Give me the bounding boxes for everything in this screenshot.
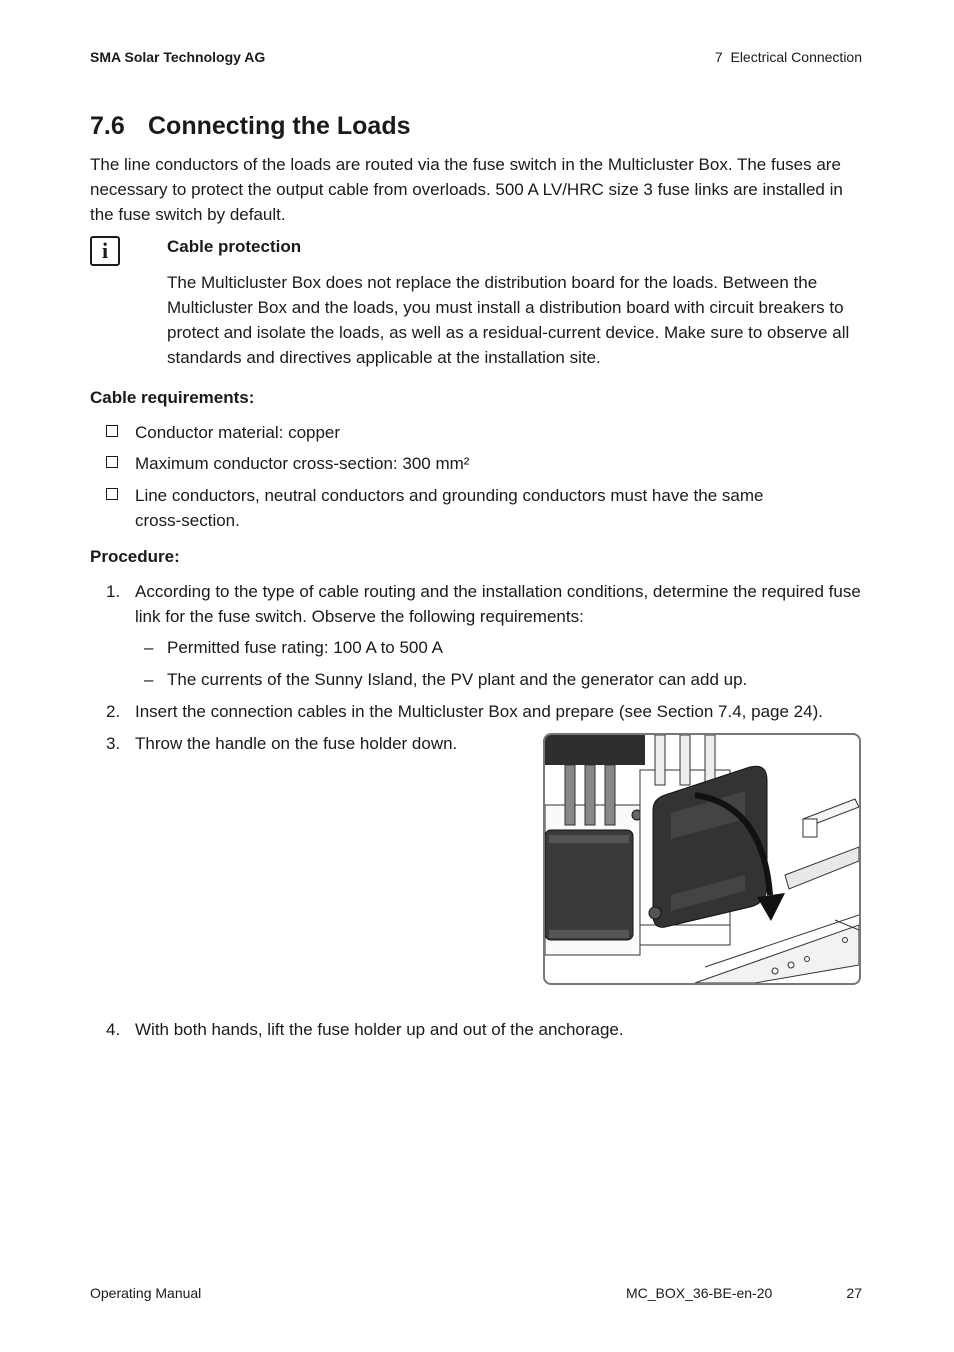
step-number: 3.: [106, 734, 121, 753]
procedure-sub-item: [144, 635, 443, 660]
step-text: Throw the handle on the fuse holder down.: [135, 734, 458, 753]
checkbox-icon: [106, 425, 118, 437]
requirement-text: Maximum conductor cross-section: 300 mm²: [135, 454, 470, 473]
dash-bullet: –: [144, 638, 154, 657]
section-heading: [90, 112, 411, 141]
cable-requirements-heading: Cable requirements:: [90, 388, 255, 407]
din-rail: [785, 799, 859, 930]
step-text: According to the type of cable routing and the installation conditions, determine the required fuse link for the fuse switch. Observe the following requirements:: [135, 582, 861, 626]
info-icon-glyph: i: [101, 238, 109, 263]
checkbox-icon: [106, 456, 118, 468]
procedure-step: [106, 579, 866, 629]
requirement-text: Line conductors, neutral conductors and grounding conductors must have the same cross-section.: [135, 486, 764, 530]
sub-item-text: The currents of the Sunny Island, the PV plant and the generator can add up.: [167, 670, 748, 689]
fuse-holder-illustration: [543, 733, 861, 985]
requirement-item: [106, 483, 806, 533]
section-number: 7.6: [90, 112, 125, 140]
step-text: With both hands, lift the fuse holder up and out of the anchorage.: [135, 1020, 624, 1039]
step-number: 2.: [106, 702, 121, 721]
step-text: Insert the connection cables in the Multicluster Box and prepare (see Section 7.4, page 24).: [135, 702, 823, 721]
step-number: 4.: [106, 1020, 121, 1039]
intro-paragraph: The line conductors of the loads are routed via the fuse switch in the Multicluster Box. The fuses are necessary to protect the output cable from overloads. 500 A LV/HRC size 3 fuse links are installed in the fuse switch by default.: [90, 155, 843, 224]
requirement-text: Conductor material: copper: [135, 423, 341, 442]
procedure-step: [106, 1017, 866, 1042]
header-company: SMA Solar Technology AG: [90, 49, 266, 65]
procedure-step: [106, 731, 526, 756]
footer-manual: Operating Manual: [90, 1285, 202, 1301]
left-fuse-block: [545, 735, 645, 955]
procedure-heading: Procedure:: [90, 547, 180, 566]
footer-page-number: 27: [846, 1285, 862, 1301]
info-icon: [90, 236, 120, 266]
footer-doc-id: MC_BOX_36-BE-en-20: [626, 1285, 773, 1301]
sub-item-text: Permitted fuse rating: 100 A to 500 A: [167, 638, 443, 657]
fuse-holder-drawing: [545, 735, 859, 983]
note-title: Cable protection: [167, 237, 302, 256]
requirement-item: [106, 451, 826, 476]
note-text: The Multicluster Box does not replace the distribution board for the loads. Between the Multicluster Box and the loads, you must install a distribution board with circuit breakers to protect and isolate the loads, as well as a residual-current device. Make sure to observe all standards and directives applicable at the installation site.: [167, 273, 850, 367]
header-chapter: 7 Electrical Connection: [714, 49, 862, 65]
requirement-item: [106, 420, 826, 445]
step-number: 1.: [106, 582, 121, 601]
procedure-sub-item: [144, 667, 747, 692]
checkbox-icon: [106, 488, 118, 500]
dash-bullet: –: [144, 670, 154, 689]
procedure-step: [106, 699, 866, 724]
section-title: Connecting the Loads: [148, 112, 411, 140]
